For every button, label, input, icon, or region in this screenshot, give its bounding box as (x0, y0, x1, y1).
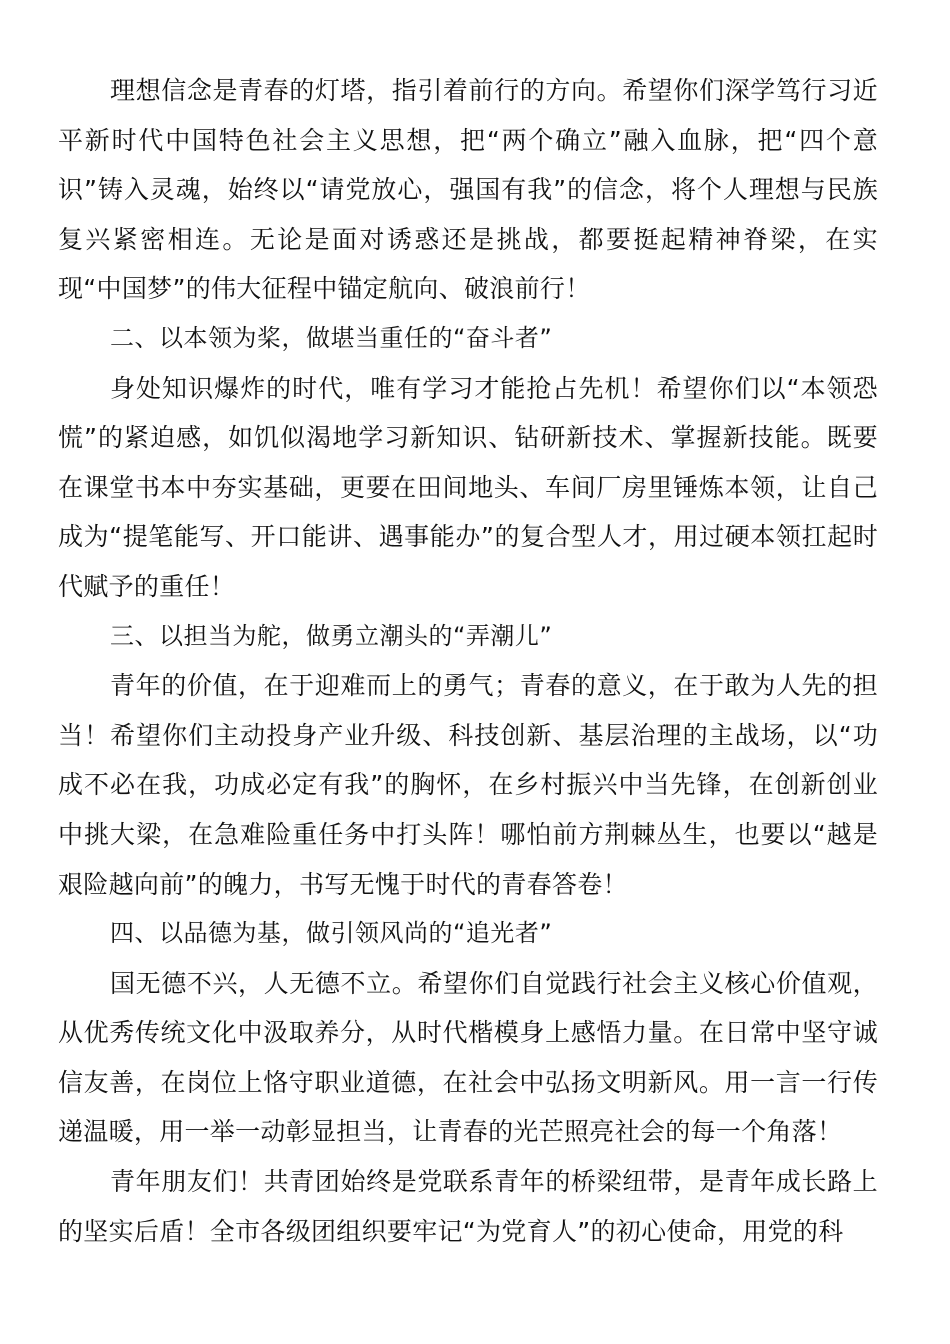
document-body (58, 66, 878, 1256)
section-heading-morality: 四、以品德为基，做引领风尚的“追光者” (110, 919, 553, 948)
paragraph-ideals: 理想信念是青春的灯塔，指引着前行的方向。希望你们深学笃行习近平新时代中国特色社会主义思想，把“两个确立”融入血脉，把“四个意识”铸入灵魂，始终以“请党放心，强国有我”的信念，将个人理想与民族复兴紧密相连。无论是面对诱惑还是挑战，都要挺起精神脊梁，在实现“中国梦”的伟大征程中锚定航向、破浪前行！ (58, 76, 878, 304)
paragraph-responsibility: 青年的价值，在于迎难而上的勇气；青春的意义，在于敢为人先的担当！希望你们主动投身产业升级、科技创新、基层治理的主战场，以“功成不必在我，功成必定有我”的胸怀，在乡村振兴中当先锋，在创新创业中挑大梁，在急难险重任务中打头阵！哪怕前方荆棘丛生，也要以“越是艰险越向前”的魄力，书写无愧于时代的青春答卷！ (58, 671, 878, 899)
section-heading-skills: 二、以本领为桨，做堪当重任的“奋斗者” (110, 323, 553, 352)
paragraph-skills: 身处知识爆炸的时代，唯有学习才能抢占先机！希望你们以“本领恐慌”的紧迫感，如饥似渴地学习新知识、钻研新技术、掌握新技能。既要在课堂书本中夯实基础，更要在田间地头、车间厂房里锤炼本领，让自己成为“提笔能写、开口能讲、遇事能办”的复合型人才，用过硬本领扛起时代赋予的重任！ (58, 373, 878, 601)
section-heading-responsibility: 三、以担当为舵，做勇立潮头的“弄潮儿” (110, 621, 553, 650)
paragraph-morality: 国无德不兴，人无德不立。希望你们自觉践行社会主义核心价值观，从优秀传统文化中汲取养分，从时代楷模身上感悟力量。在日常中坚守诚信友善，在岗位上恪守职业道德，在社会中弘扬文明新风。用一言一行传递温暖，用一举一动彰显担当，让青春的光芒照亮社会的每一个角落！ (58, 968, 878, 1147)
paragraph-closing: 青年朋友们！共青团始终是党联系青年的桥梁纽带，是青年成长路上的坚实后盾！全市各级团组织要牢记“为党育人”的初心使命，用党的科 (58, 1167, 878, 1246)
